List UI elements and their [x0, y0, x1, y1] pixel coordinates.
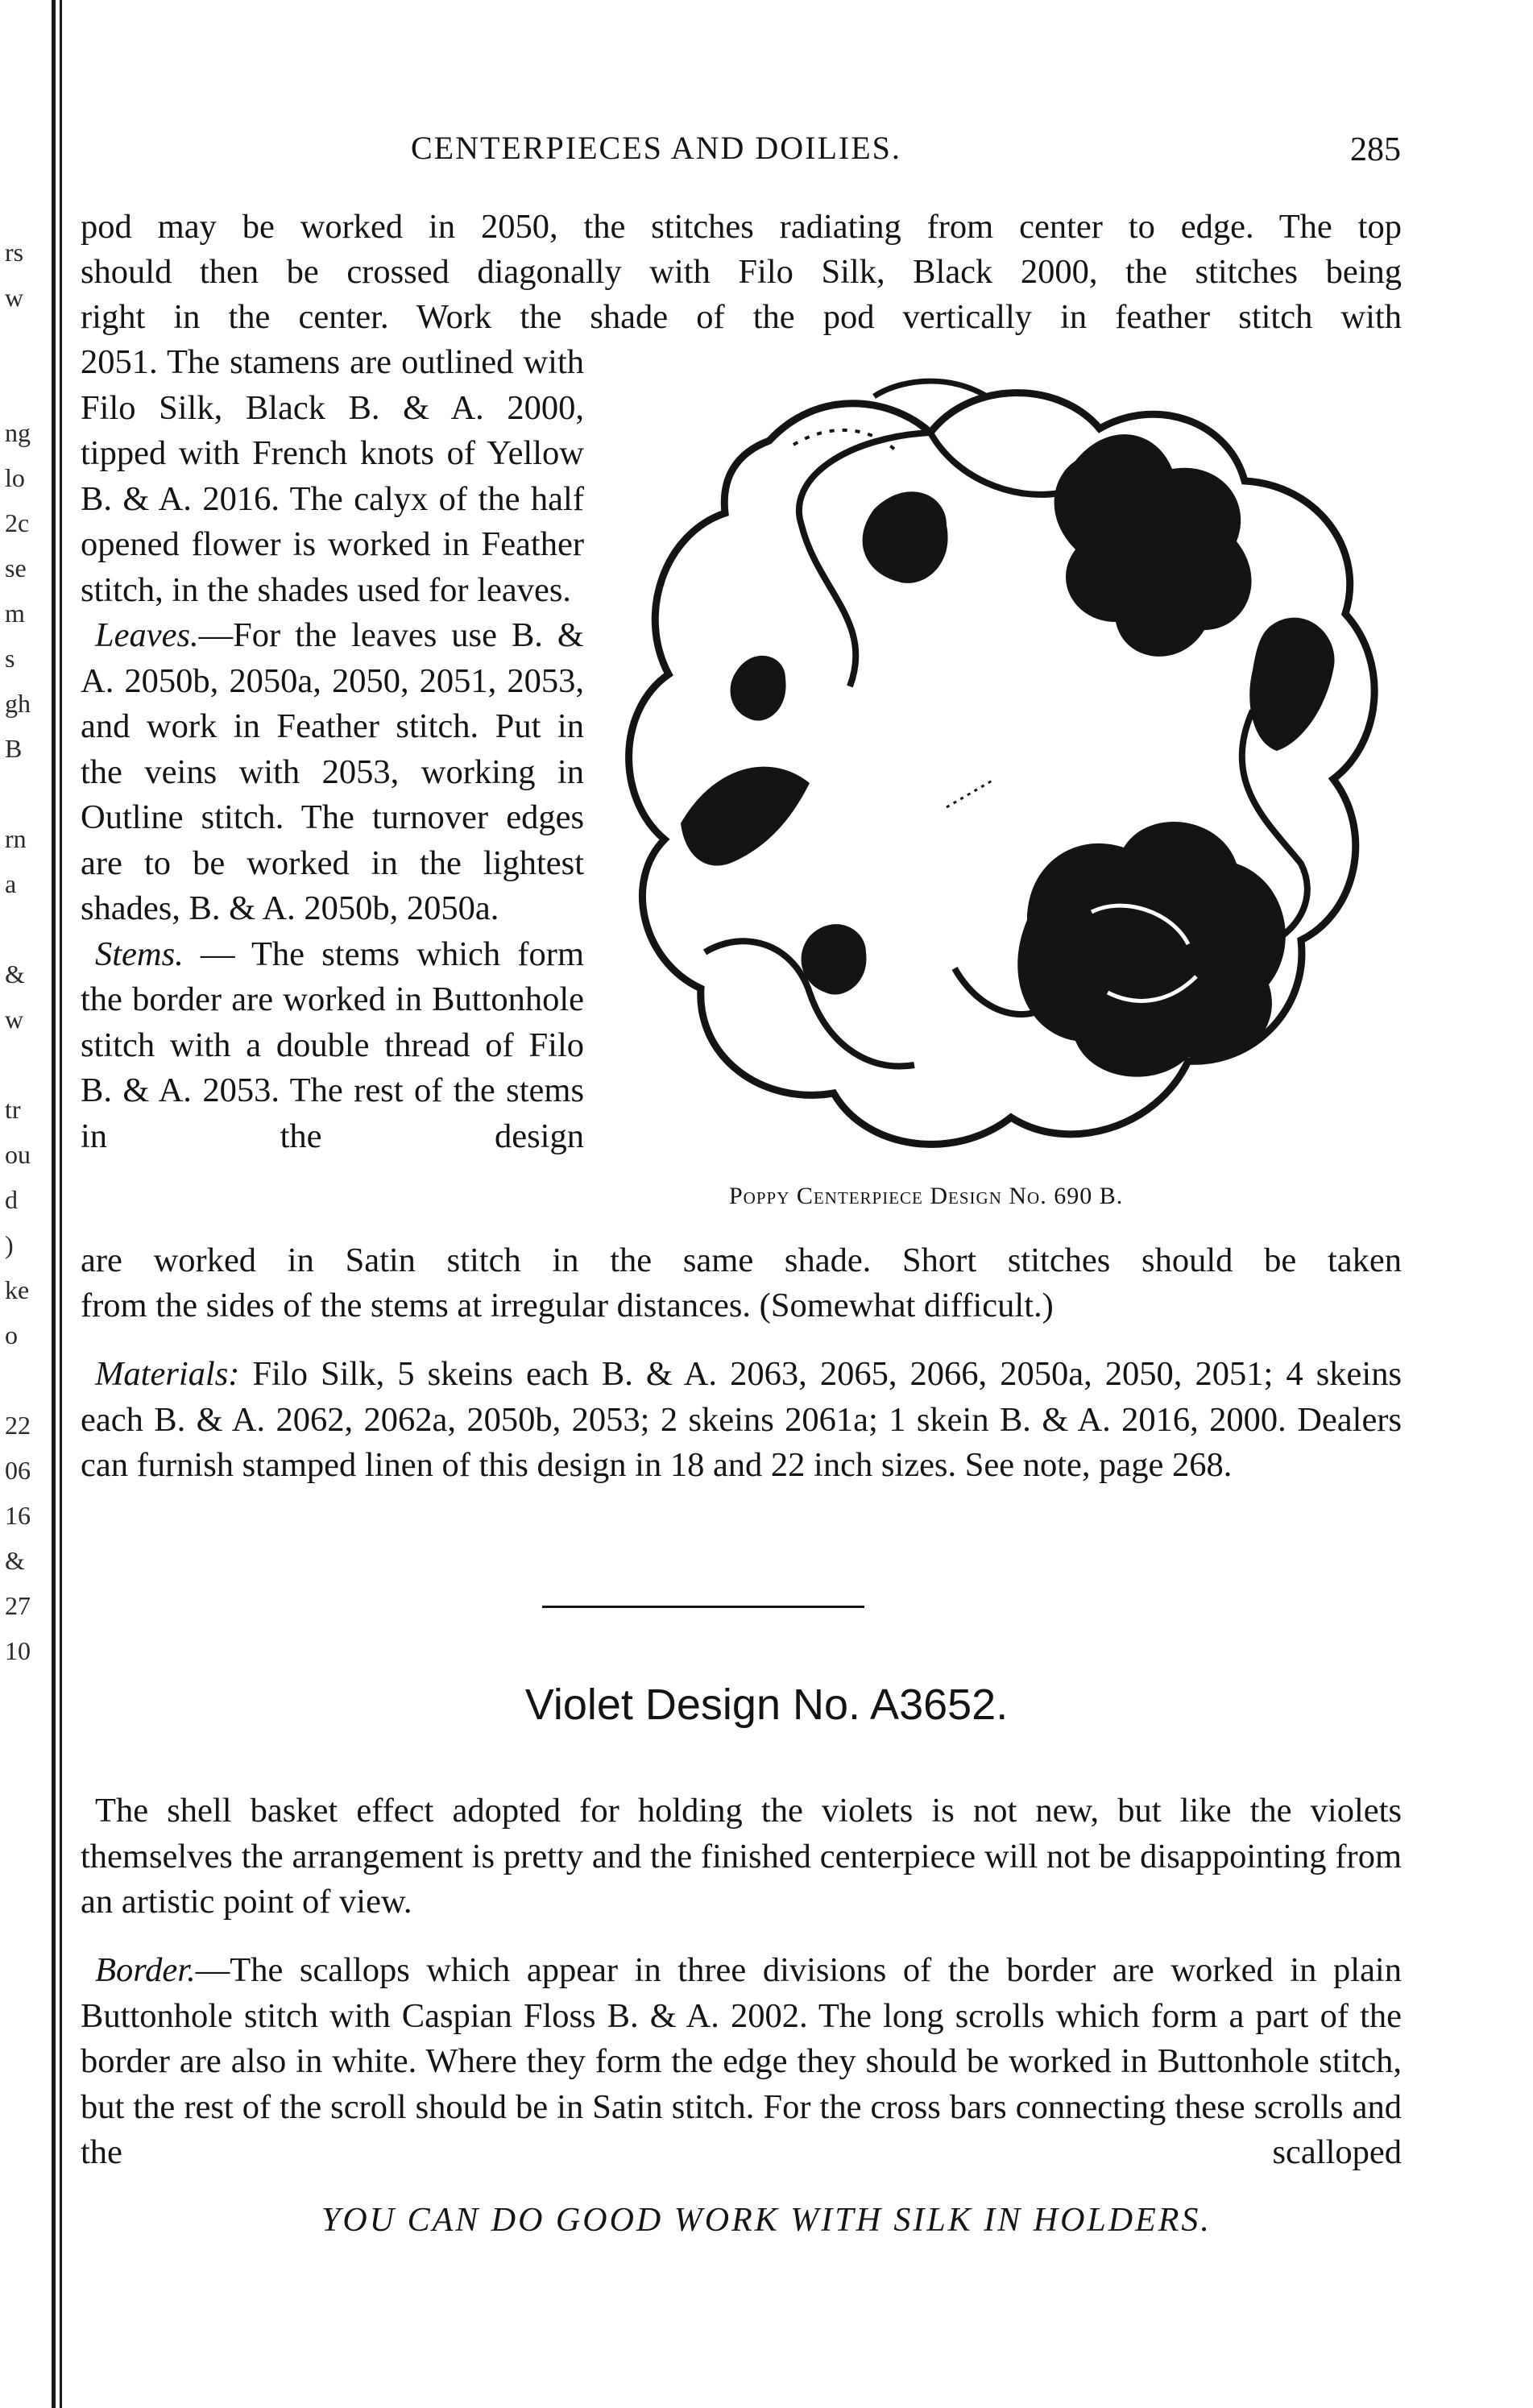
poppy-centerpiece-illustration: [608, 364, 1390, 1178]
bleed-fragment: [5, 906, 53, 951]
bleed-fragment: s: [5, 644, 15, 673]
bleed-fragment: 27: [5, 1591, 31, 1620]
bleed-fragment: rn: [5, 824, 27, 853]
bleed-fragment: w: [5, 1005, 24, 1034]
poppy-flower-top: [1054, 434, 1252, 657]
materials-paragraph: [81, 1352, 1402, 1489]
bleed-fragment: w: [5, 283, 24, 312]
bleed-fragment: gh: [5, 689, 31, 718]
poppy-flower-large: [1017, 822, 1286, 1077]
bleed-fragment: a: [5, 869, 17, 898]
bleed-fragment: m: [5, 599, 25, 628]
left-column-text: [81, 340, 584, 1159]
bleed-fragment: [5, 1357, 53, 1403]
page-number: 285: [1350, 131, 1401, 168]
bleed-fragment: o: [5, 1320, 18, 1349]
border-text: —The scallops which appear in three divisions of the border are worked in plain Buttonhole stitch with Caspian Floss B. & A. 2002. The long scrolls which form a part of the border are also in white. Where they form the edge they should be worked in Buttonhole stitch, but the rest of the scroll should be in Satin stitch. For the cross bars connecting these scrolls and the scalloped: [81, 1951, 1402, 2171]
stems-heading: Stems.: [95, 935, 184, 973]
border-paragraph: [81, 1948, 1402, 2176]
leaves-text: —For the leaves use B. & A. 2050b, 2050a, 2050, 2051, 2053, and work in Feather stitch. Put in the veins with 2053, working in Outline stitch. The turnover edges are to be worked in the lightest shades, B. & A. 2050b, 2050a.: [81, 616, 584, 927]
bleed-fragment: 06: [5, 1456, 31, 1485]
leaves-paragraph: [81, 613, 584, 932]
section-divider: [542, 1606, 864, 1608]
stamens-text: 2051. The stamens are outlined with Filo Silk, Black B. & A. 2000, tipped with French knots of Yellow B. & A. 2016. The calyx of the half opened flower is worked in Feather stitch, in the shades used for leaves.: [81, 343, 584, 609]
stems-text: — The stems which form the border are worked in Buttonhole stitch with a double thread of Filo B. & A. 2053. The rest of the stems in the design: [81, 935, 584, 1155]
text-line-2: should then be crossed diagonally with Filo Silk, Black 2000, the stitches being: [81, 253, 1402, 291]
violet-intro-paragraph: [81, 1788, 1402, 1925]
bleed-fragment: lo: [5, 463, 25, 492]
poppy-leaf-right: [1249, 618, 1334, 751]
bleed-fragment: ng: [5, 418, 31, 447]
bleed-fragment: se: [5, 553, 27, 582]
bleed-fragment: [5, 365, 53, 410]
figure-caption: Poppy Centerpiece Design No. 690 B.: [729, 1183, 1124, 1209]
materials-text: Filo Silk, 5 skeins each B. & A. 2063, 2065, 2066, 2050a, 2050, 2051; 4 skeins each B. & A. 2062, 2062a, 2050b, 2053; 2 skeins 2061a; 1 skein B. & A. 2016, 2000. Dealers can furnish stamped linen of this design in 18 and 22 inch sizes. See note, page 268.: [81, 1355, 1402, 1484]
bleed-fragment: B: [5, 734, 23, 763]
section-title: Violet Design No. A3652.: [524, 1681, 1009, 1729]
bleed-fragment: ke: [5, 1275, 30, 1304]
bleed-fragment: 10: [5, 1636, 31, 1665]
binding-edge-line-inner: [60, 0, 62, 2408]
running-head: CENTERPIECES AND DOILIES.: [411, 130, 901, 166]
violet-intro-text: The shell basket effect adopted for holding the violets is not new, but like the violets themselves the arrangement is pretty and the finished centerpiece will not be disappointing from an artistic point of view.: [81, 1792, 1402, 1921]
bleed-fragment: ): [5, 1230, 14, 1259]
stamens-paragraph: [81, 340, 584, 613]
bleed-fragment: &: [5, 1546, 25, 1575]
bleed-fragment: &: [5, 959, 25, 988]
bleed-fragment: 2c: [5, 508, 30, 537]
bleed-fragment: rs: [5, 238, 24, 267]
border-heading: Border.: [95, 1951, 196, 1989]
poppy-pod: [731, 656, 786, 721]
bleed-fragment: [5, 771, 53, 816]
bleed-fragment: d: [5, 1185, 18, 1214]
bleed-through-margin: [5, 230, 53, 1673]
bleed-fragment: ou: [5, 1140, 31, 1169]
leaves-heading: Leaves.: [95, 616, 199, 654]
poppy-bud: [863, 491, 948, 583]
bleed-fragment: 22: [5, 1411, 31, 1440]
text-line-3: right in the center. Work the shade of the pod vertically in feather stitch with: [81, 298, 1402, 336]
poppy-bud-lower: [802, 924, 867, 994]
text-line-1: pod may be worked in 2050, the stitches radiating from center to edge. The top: [81, 208, 1402, 246]
continuation-line-1: are worked in Satin stitch in the same shade. Short stitches should be taken: [81, 1241, 1402, 1279]
footer-slogan: YOU CAN DO GOOD WORK WITH SILK IN HOLDERS.: [321, 2202, 1212, 2239]
continuation-line-2: from the sides of the stems at irregular distances. (Somewhat difficult.): [81, 1287, 1054, 1324]
poppy-leaf-left: [681, 767, 810, 866]
bleed-fragment: 16: [5, 1501, 31, 1530]
bleed-fragment: [5, 1042, 53, 1087]
bleed-fragment: [5, 320, 53, 365]
bleed-fragment: tr: [5, 1095, 21, 1124]
materials-heading: Materials:: [95, 1355, 240, 1393]
stems-paragraph: [81, 932, 584, 1160]
